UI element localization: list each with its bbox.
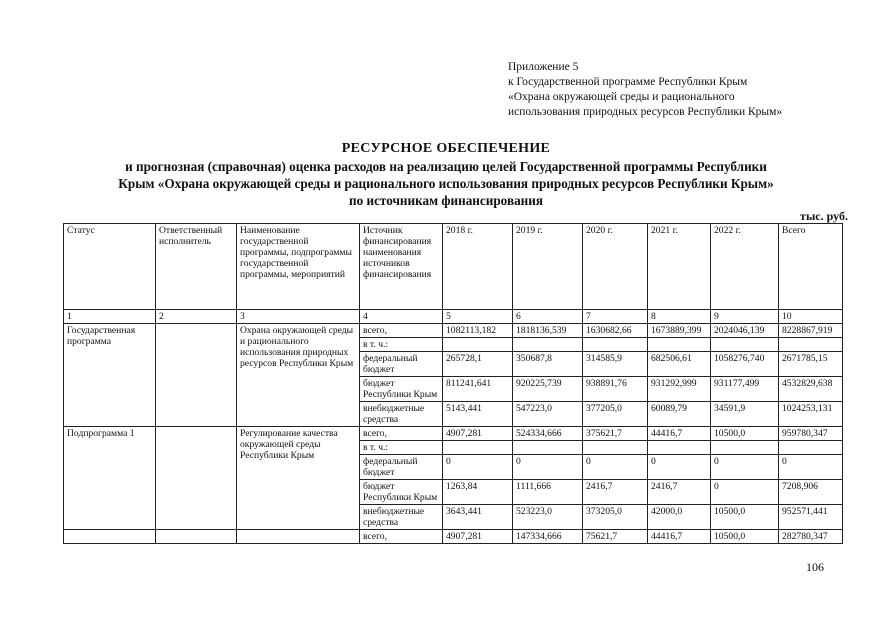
column-header: 2021 г. [648, 224, 711, 310]
funding-source-cell: бюджет Республики Крым [360, 377, 443, 402]
value-cell: 314585,9 [583, 352, 648, 377]
value-cell: 1058276,740 [711, 352, 779, 377]
value-cell: 931292,999 [648, 377, 711, 402]
table-row [64, 530, 843, 544]
value-cell: 75621,7 [583, 530, 648, 544]
appendix-line: использования природных ресурсов Республики Крым» [508, 106, 783, 118]
document-title [40, 140, 852, 209]
value-cell [513, 441, 583, 455]
program-name-cell: Регулирование качества окружающей среды Республики Крым [237, 427, 360, 530]
value-cell: 523223,0 [513, 505, 583, 530]
value-cell: 938891,76 [583, 377, 648, 402]
value-cell: 42000,0 [648, 505, 711, 530]
appendix-line: к Государственной программе Республики Крым [508, 76, 748, 88]
column-number: 9 [711, 310, 779, 324]
value-cell: 524334,666 [513, 427, 583, 441]
column-header: 2020 г. [583, 224, 648, 310]
column-header: 2018 г. [443, 224, 513, 310]
value-cell: 1818136,539 [513, 324, 583, 338]
column-number-row [64, 310, 843, 324]
title-main: РЕСУРСНОЕ ОБЕСПЕЧЕНИЕ [341, 141, 551, 156]
appendix-line: «Охрана окружающей среды и рационального [508, 91, 735, 103]
value-cell: 1630682,66 [583, 324, 648, 338]
status-cell: Подпрограмма 1 [64, 427, 156, 530]
value-cell: 1673889,399 [648, 324, 711, 338]
funding-source-cell: внебюджетные средства [360, 402, 443, 427]
value-cell: 0 [443, 455, 513, 480]
value-cell [648, 441, 711, 455]
value-cell: 373205,0 [583, 505, 648, 530]
funding-source-cell: всего, [360, 324, 443, 338]
funding-source-cell: федеральный бюджет [360, 352, 443, 377]
value-cell [779, 441, 843, 455]
funding-source-cell: всего, [360, 530, 443, 544]
appendix-note [508, 60, 782, 120]
column-header: 2019 г. [513, 224, 583, 310]
value-cell: 547223,0 [513, 402, 583, 427]
value-cell: 147334,666 [513, 530, 583, 544]
value-cell: 375621,7 [583, 427, 648, 441]
value-cell: 4532829,638 [779, 377, 843, 402]
value-cell: 44416,7 [648, 530, 711, 544]
value-cell: 682506,61 [648, 352, 711, 377]
funding-source-cell: бюджет Республики Крым [360, 480, 443, 505]
value-cell: 920225,739 [513, 377, 583, 402]
value-cell: 0 [583, 455, 648, 480]
value-cell: 4907,281 [443, 530, 513, 544]
status-cell [64, 530, 156, 544]
executor-cell [156, 324, 237, 427]
value-cell [711, 338, 779, 352]
title-sub-line: и прогнозная (справочная) оценка расходов на реализацию целей Государственной программы Республики [125, 159, 767, 174]
table-row [64, 427, 843, 441]
column-header: 2022 г. [711, 224, 779, 310]
executor-cell [156, 530, 237, 544]
column-number: 2 [156, 310, 237, 324]
value-cell: 952571,441 [779, 505, 843, 530]
value-cell: 2671785,15 [779, 352, 843, 377]
page-number: 106 [806, 560, 824, 574]
value-cell [583, 441, 648, 455]
value-cell: 8228867,919 [779, 324, 843, 338]
value-cell: 1024253,131 [779, 402, 843, 427]
value-cell: 4907,281 [443, 427, 513, 441]
value-cell: 10500,0 [711, 505, 779, 530]
funding-source-cell: в т. ч.: [360, 441, 443, 455]
funding-source-cell: федеральный бюджет [360, 455, 443, 480]
value-cell: 931177,499 [711, 377, 779, 402]
value-cell [711, 441, 779, 455]
column-header: Статус [64, 224, 156, 310]
table-row [64, 324, 843, 338]
column-header: Всего [779, 224, 843, 310]
value-cell: 60089,79 [648, 402, 711, 427]
column-header: Ответственный исполнитель [156, 224, 237, 310]
value-cell: 44416,7 [648, 427, 711, 441]
column-number: 5 [443, 310, 513, 324]
value-cell: 0 [648, 455, 711, 480]
value-cell: 0 [779, 455, 843, 480]
column-number: 8 [648, 310, 711, 324]
value-cell: 10500,0 [711, 427, 779, 441]
value-cell: 265728,1 [443, 352, 513, 377]
value-cell: 959780,347 [779, 427, 843, 441]
value-cell: 1082113,182 [443, 324, 513, 338]
program-name-cell: Охрана окружающей среды и рационального использования природных ресурсов Республики Крым [237, 324, 360, 427]
column-number: 1 [64, 310, 156, 324]
value-cell [443, 338, 513, 352]
value-cell: 2416,7 [648, 480, 711, 505]
value-cell: 0 [513, 455, 583, 480]
value-cell [779, 338, 843, 352]
executor-cell [156, 427, 237, 530]
column-number: 4 [360, 310, 443, 324]
column-number: 10 [779, 310, 843, 324]
value-cell: 1263,84 [443, 480, 513, 505]
value-cell: 5143,441 [443, 402, 513, 427]
value-cell [648, 338, 711, 352]
table-header-row [64, 224, 843, 310]
value-cell: 2024046,139 [711, 324, 779, 338]
title-sub-line: Крым «Охрана окружающей среды и рационального использования природных ресурсов Республики Крым» [118, 176, 774, 191]
value-cell [583, 338, 648, 352]
units-label: тыс. руб. [800, 209, 848, 223]
value-cell: 350687,8 [513, 352, 583, 377]
column-number: 7 [583, 310, 648, 324]
value-cell: 377205,0 [583, 402, 648, 427]
value-cell: 811241,641 [443, 377, 513, 402]
funding-source-cell: всего, [360, 427, 443, 441]
resource-table [63, 223, 843, 544]
title-sub-line: по источникам финансирования [348, 193, 543, 208]
value-cell: 0 [711, 480, 779, 505]
value-cell: 0 [711, 455, 779, 480]
value-cell: 34591,9 [711, 402, 779, 427]
value-cell: 7208,906 [779, 480, 843, 505]
value-cell: 3643,441 [443, 505, 513, 530]
column-header: Наименование государственной программы, подпрограммы государственной программы, мероприятий [237, 224, 360, 310]
appendix-line: Приложение 5 [508, 61, 579, 73]
value-cell: 2416,7 [583, 480, 648, 505]
column-number: 6 [513, 310, 583, 324]
column-header: Источник финансирования наименования источников финансирования [360, 224, 443, 310]
program-name-cell [237, 530, 360, 544]
funding-source-cell: в т. ч.: [360, 338, 443, 352]
value-cell: 282780,347 [779, 530, 843, 544]
value-cell [513, 338, 583, 352]
funding-source-cell: внебюджетные средства [360, 505, 443, 530]
column-number: 3 [237, 310, 360, 324]
value-cell: 10500,0 [711, 530, 779, 544]
value-cell [443, 441, 513, 455]
status-cell: Государственная программа [64, 324, 156, 427]
value-cell: 1111,666 [513, 480, 583, 505]
